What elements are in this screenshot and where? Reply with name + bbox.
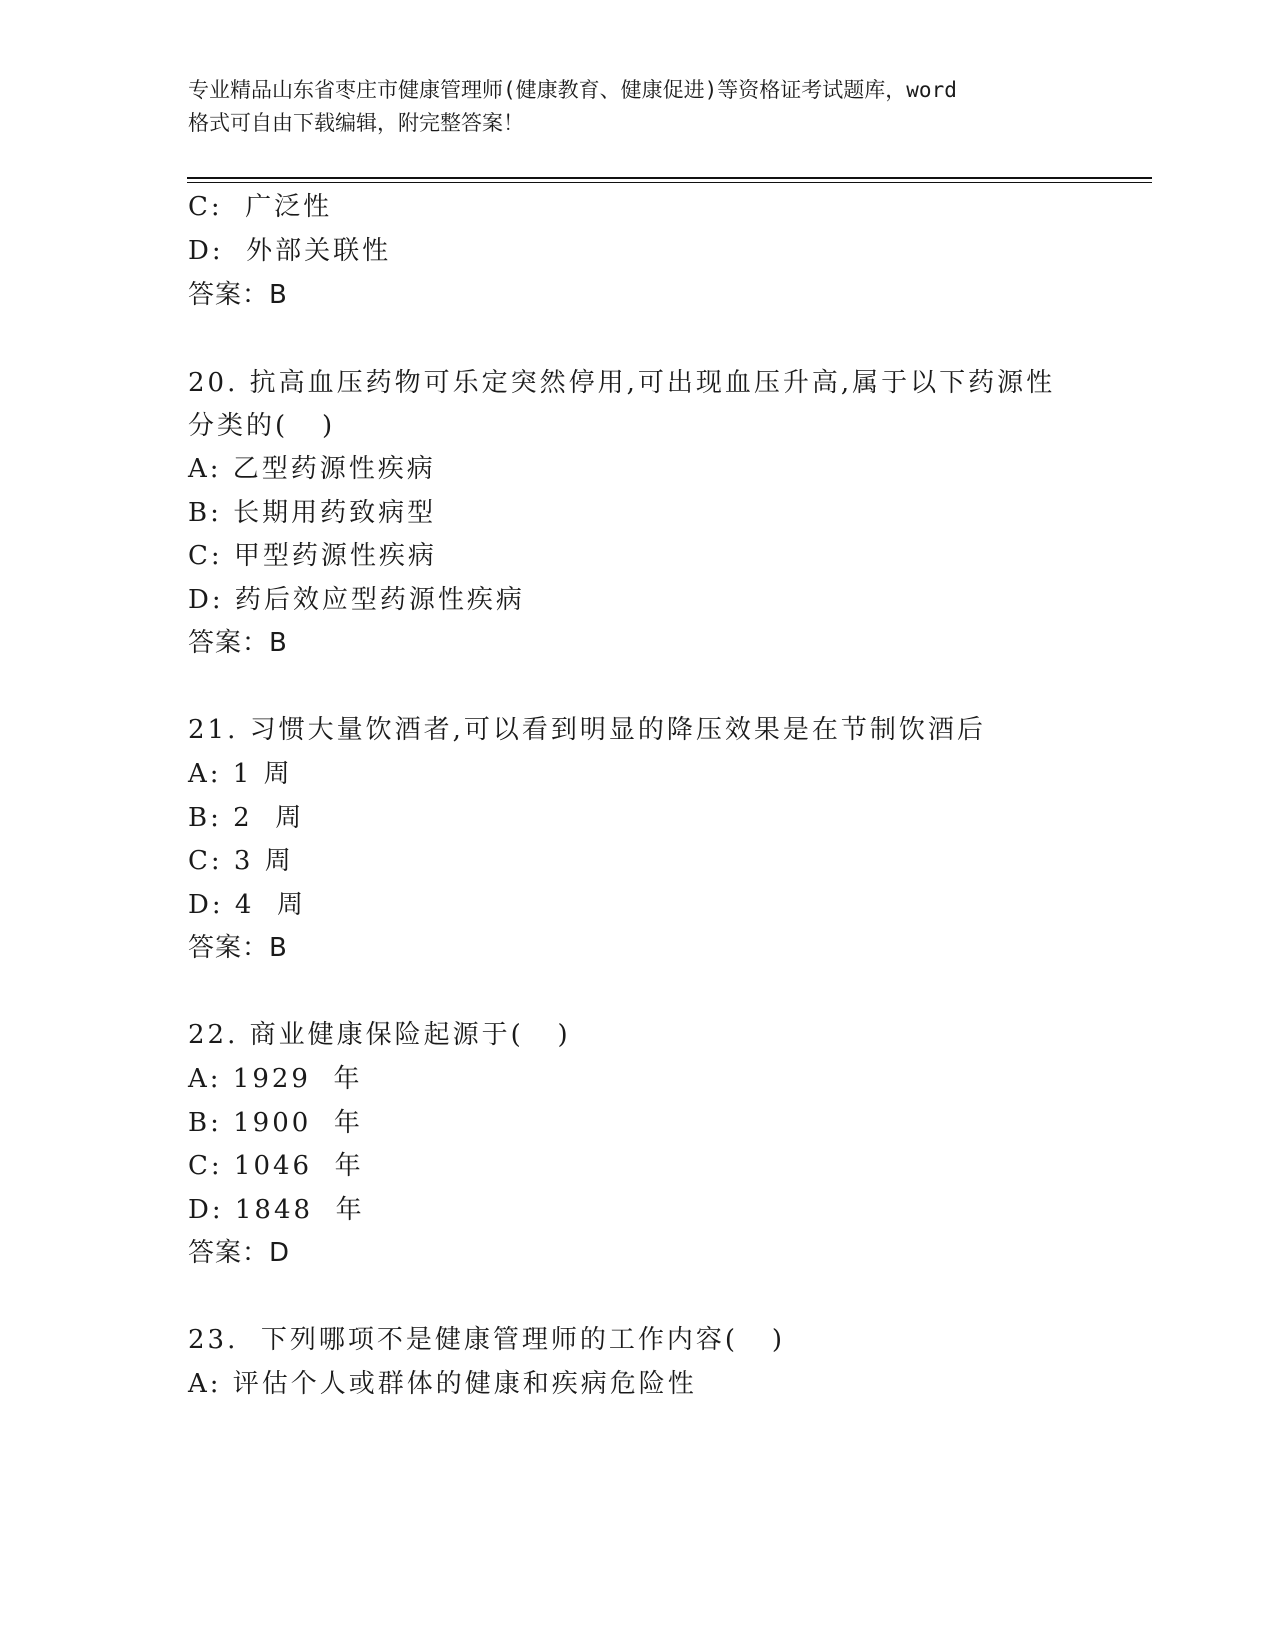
q22-stem: 22. 商业健康保险起源于( ) <box>188 1020 571 1050</box>
q21-stem: 21. 习惯大量饮酒者,可以看到明显的降压效果是在节制饮酒后 <box>188 715 986 745</box>
header-line-1: 专业精品山东省枣庄市健康管理师(健康教育、健康促进)等资格证考试题库，word <box>188 78 957 102</box>
q21-option-c: C: 3 周 <box>188 846 294 876</box>
q21-option-a: A: 1 周 <box>188 759 293 789</box>
q20-option-b: B: 长期用药致病型 <box>188 498 437 528</box>
header-line-2: 格式可自由下载编辑，附完整答案！ <box>188 111 524 135</box>
q22-option-d: D: 1848 年 <box>188 1195 365 1225</box>
q22-option-a: A: 1929 年 <box>188 1064 363 1094</box>
q22-answer: 答案：D <box>188 1238 291 1268</box>
q21-answer: 答案：B <box>188 933 288 963</box>
q22-option-b: B: 1900 年 <box>188 1108 363 1138</box>
q23-option-a: A: 评估个人或群体的健康和疾病危险性 <box>188 1369 697 1399</box>
q20-stem-line-1: 20. 抗高血压药物可乐定突然停用,可出现血压升高,属于以下药源性 <box>188 368 1056 398</box>
q20-answer: 答案：B <box>188 628 288 658</box>
q21-option-b: B: 2 周 <box>188 803 305 833</box>
header-divider-thick <box>187 177 1152 179</box>
q19-answer: 答案：B <box>188 280 288 310</box>
q22-option-c: C: 1046 年 <box>188 1151 364 1181</box>
q19-option-d: D: 外部关联性 <box>188 236 392 266</box>
q21-option-d: D: 4 周 <box>188 890 306 920</box>
q20-option-a: A: 乙型药源性疾病 <box>188 454 436 484</box>
q19-option-c: C: 广泛性 <box>188 192 333 222</box>
q20-option-c: C: 甲型药源性疾病 <box>188 541 437 571</box>
q20-stem-line-2: 分类的( ) <box>188 411 336 441</box>
q20-option-d: D: 药后效应型药源性疾病 <box>188 585 525 615</box>
document-header <box>188 74 1088 140</box>
header-divider-thin <box>187 182 1152 183</box>
q23-stem: 23. 下列哪项不是健康管理师的工作内容( ) <box>188 1325 785 1355</box>
